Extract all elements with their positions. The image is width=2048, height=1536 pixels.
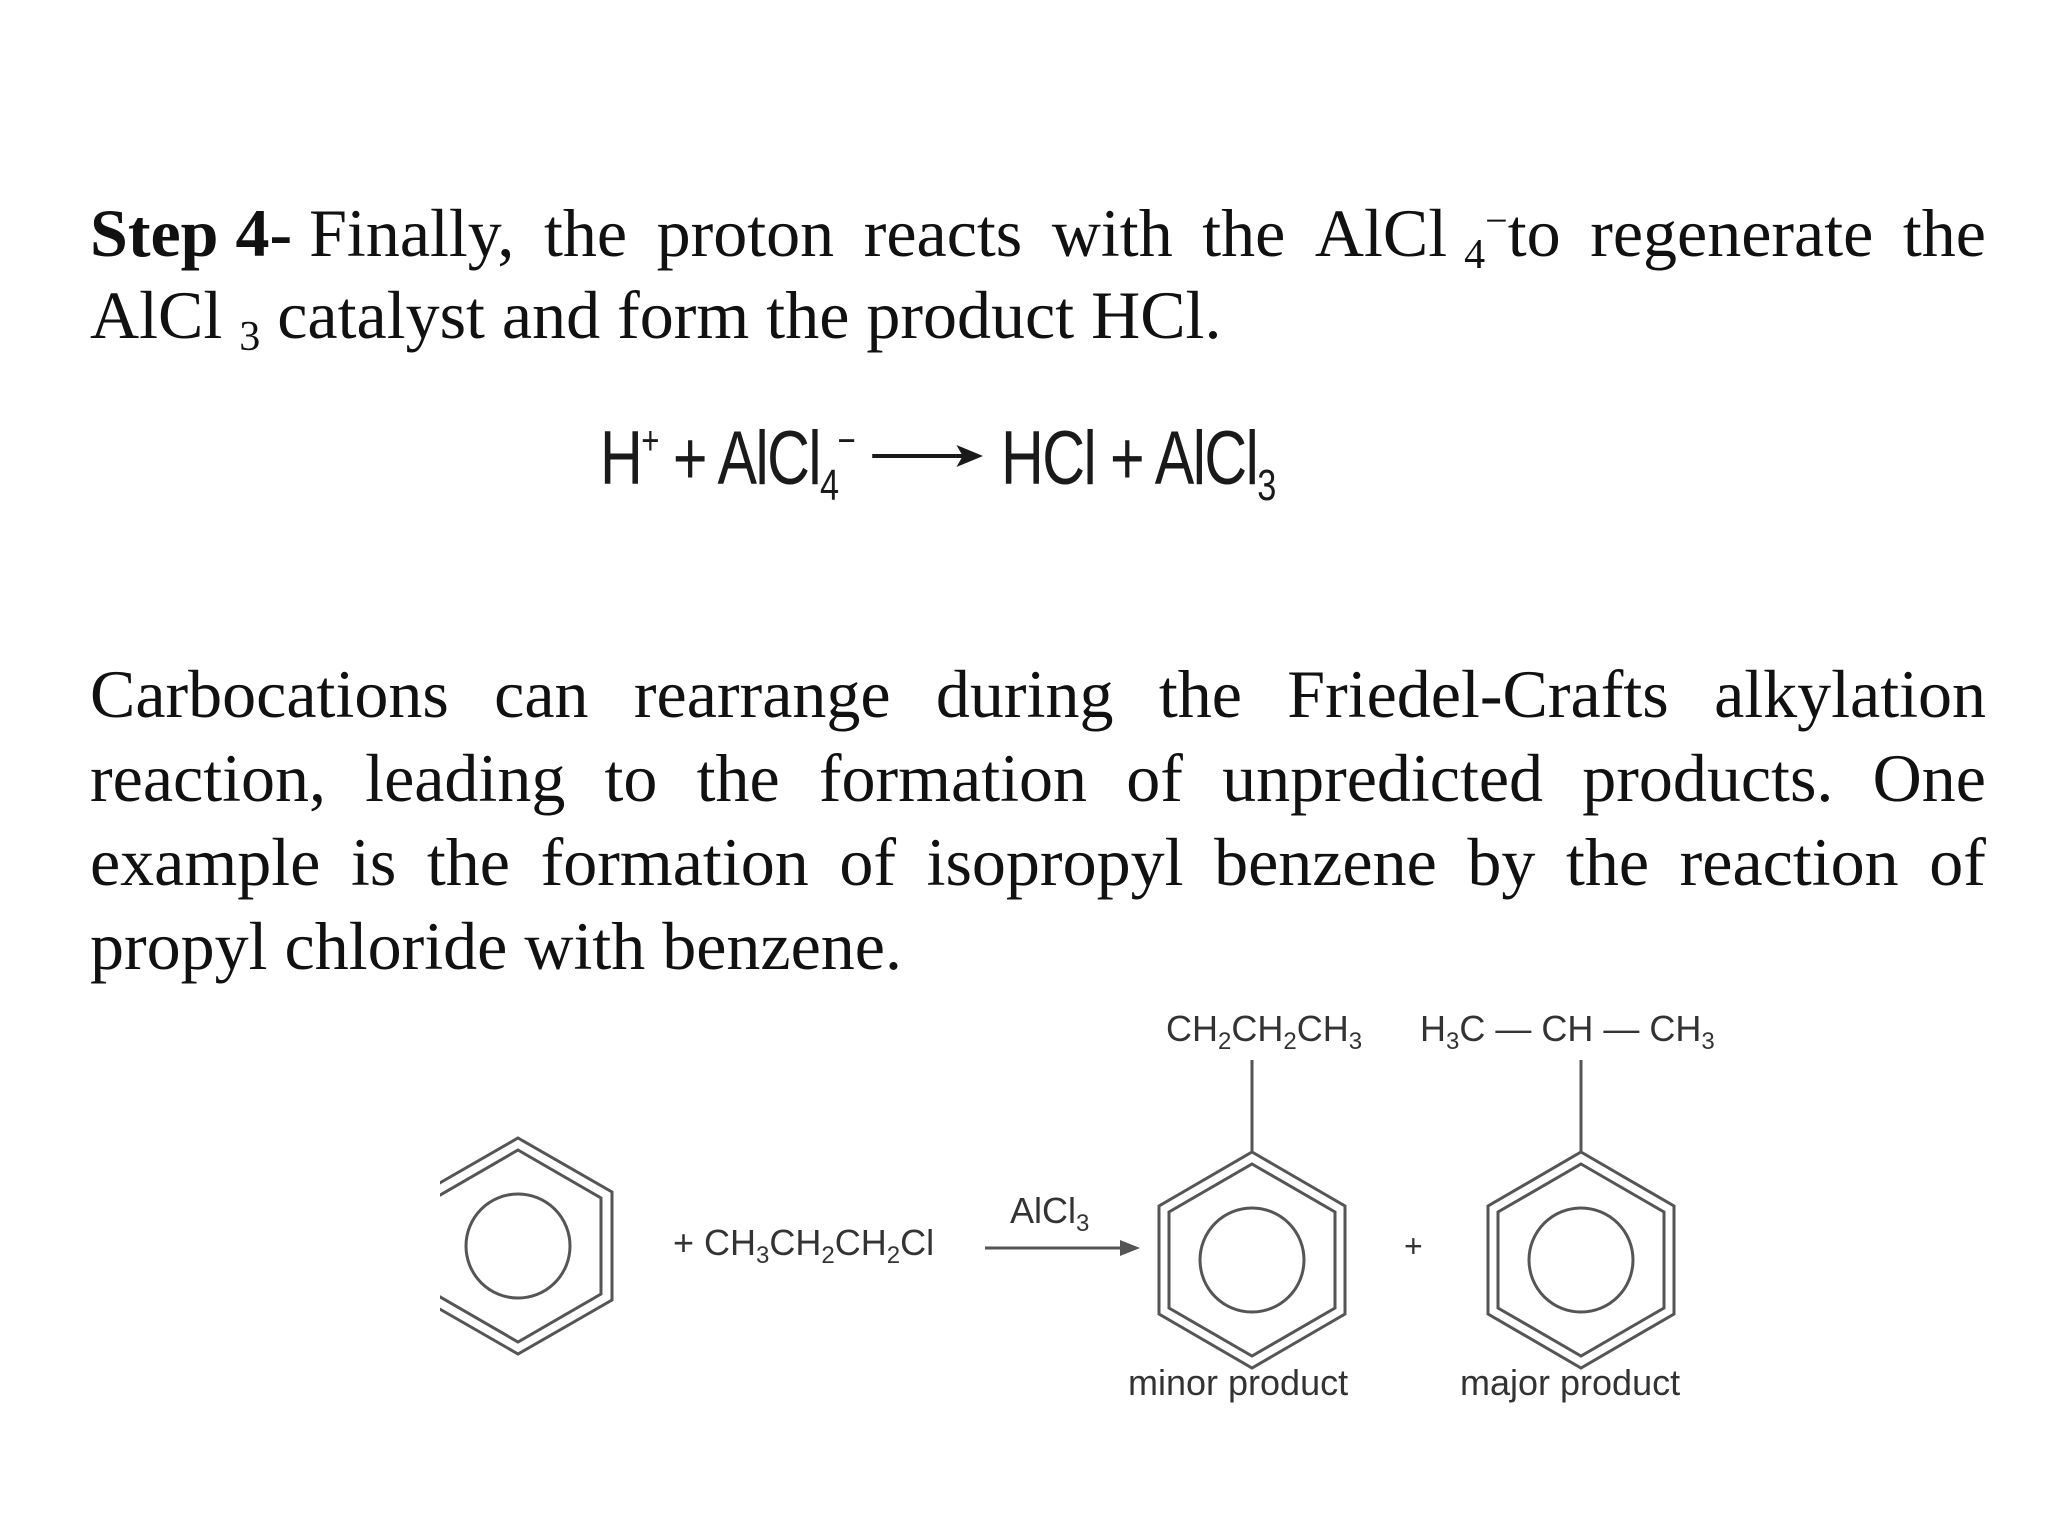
word: benzene <box>1214 824 1437 900</box>
formula-charge: − <box>1485 198 1508 243</box>
benzene-reactant-icon <box>440 1138 612 1354</box>
reaction-arrow-icon <box>869 441 986 471</box>
formula-part: H <box>1420 1008 1446 1049</box>
formula-part: CH <box>1649 1008 1702 1049</box>
word: Friedel-Crafts <box>1287 656 1669 732</box>
propylbenzene-ring-icon <box>1159 1060 1345 1368</box>
word: Finally, <box>309 195 515 271</box>
reaction-structures <box>440 990 1760 1420</box>
paragraph-line-1 <box>90 652 1986 736</box>
word: the <box>1202 195 1286 271</box>
step-4-line-1 <box>90 192 1986 278</box>
plus-sign: + <box>1110 416 1144 501</box>
alcl3-subscript: 3 <box>1257 461 1275 510</box>
alcl4-formula <box>1314 192 1561 278</box>
word: the <box>543 195 628 271</box>
step-4-line-2 <box>90 274 1986 360</box>
proton-symbol: H <box>600 416 642 501</box>
catalyst-label <box>1010 1190 1090 1237</box>
word: during <box>935 656 1114 732</box>
formula-subscript: 2 <box>886 1242 901 1269</box>
word: of <box>1929 824 1986 900</box>
word: the <box>1158 656 1242 732</box>
alkylation-arrow-icon <box>985 1240 1140 1256</box>
formula-base: AlCl <box>1314 195 1448 271</box>
formula-part: + CH <box>673 1222 757 1263</box>
word: with <box>1051 195 1173 271</box>
formula-part: CH <box>1166 1008 1218 1049</box>
propyl-chloride-reagent <box>673 1222 935 1269</box>
formula-subscript: 2 <box>1283 1028 1297 1055</box>
formula-part: CH <box>769 1222 822 1263</box>
word: leading <box>365 740 566 816</box>
isopropyl-substituent: $H_3C$ — CH — $CH_3$ <box>1420 1008 1715 1055</box>
formula-subscript: 2 <box>821 1242 835 1269</box>
paragraph-line-2 <box>90 736 1986 820</box>
step-label: Step 4- <box>90 195 293 271</box>
word: reaction, <box>90 740 326 816</box>
word: proton <box>656 195 835 271</box>
alkylation-reaction-diagram <box>440 990 1760 1420</box>
major-product-label: major product <box>1460 1362 1681 1403</box>
word: is <box>350 824 397 900</box>
line-text: catalyst and form the product HCl. <box>277 277 1222 353</box>
formula-part: CH <box>1231 1008 1284 1049</box>
formula-subscript: 3 <box>756 1242 770 1269</box>
plus-sign: + <box>672 416 706 501</box>
alcl3-symbol: AlCl <box>1154 416 1258 501</box>
word: reaction <box>1679 824 1899 900</box>
word: Carbocations <box>90 656 449 732</box>
alcl4-charge: − <box>837 419 855 463</box>
word: isopropyl <box>926 824 1184 900</box>
formula-subscript: 3 <box>1446 1028 1460 1055</box>
rearrangement-paragraph <box>90 652 1986 988</box>
word: to <box>604 740 658 816</box>
proton-charge: + <box>641 419 658 463</box>
word: of <box>839 824 896 900</box>
formula-part: C <box>1459 1008 1486 1049</box>
formula-part: CH <box>834 1222 887 1263</box>
alcl4-subscript: 4 <box>819 461 838 510</box>
word: reacts <box>863 195 1023 271</box>
products-plus-sign: + <box>1404 1228 1423 1264</box>
formula-subscript: 3 <box>1348 1028 1363 1055</box>
word: can <box>494 656 589 732</box>
hcl-symbol: HCl <box>1001 416 1096 501</box>
alcl4-symbol: AlCl <box>717 416 820 501</box>
isopropylbenzene-ring-icon <box>1488 1060 1674 1368</box>
word: the <box>1902 195 1986 271</box>
word: example <box>90 824 321 900</box>
word: the <box>1565 824 1650 900</box>
formula-part: CH <box>1541 1008 1594 1049</box>
word: by <box>1467 824 1536 900</box>
formula-subscript: 3 <box>1076 1210 1090 1237</box>
word: of <box>1126 740 1183 816</box>
formula-subscript: 2 <box>1218 1028 1232 1055</box>
formula-subscript: 4 <box>1464 232 1486 278</box>
step-label-word <box>90 192 514 274</box>
word: unpredicted <box>1222 740 1544 816</box>
word: formation <box>818 740 1088 816</box>
formula-part: CH <box>1296 1008 1349 1049</box>
word: products. <box>1582 740 1834 816</box>
formula-subscript: 3 <box>239 314 261 360</box>
word: One <box>1872 740 1986 816</box>
word: formation <box>540 824 809 900</box>
formula-part: Cl <box>900 1222 935 1263</box>
word: rearrange <box>633 656 891 732</box>
paragraph-line-4: propyl chloride with benzene. <box>90 908 902 984</box>
formula-part: AlCl <box>1010 1190 1077 1231</box>
word: the <box>696 740 780 816</box>
paragraph-line-3 <box>90 820 1986 904</box>
formula-subscript: 3 <box>1701 1028 1715 1055</box>
word: the <box>426 824 510 900</box>
formula-base: AlCl <box>90 277 223 353</box>
minor-product-label: minor product <box>1128 1362 1349 1403</box>
word: alkylation <box>1714 656 1986 732</box>
word: regenerate <box>1590 195 1874 271</box>
step-4-paragraph <box>90 192 1986 360</box>
regeneration-equation <box>600 415 1275 535</box>
word: to <box>1507 195 1561 271</box>
propyl-substituent <box>1166 1008 1363 1055</box>
